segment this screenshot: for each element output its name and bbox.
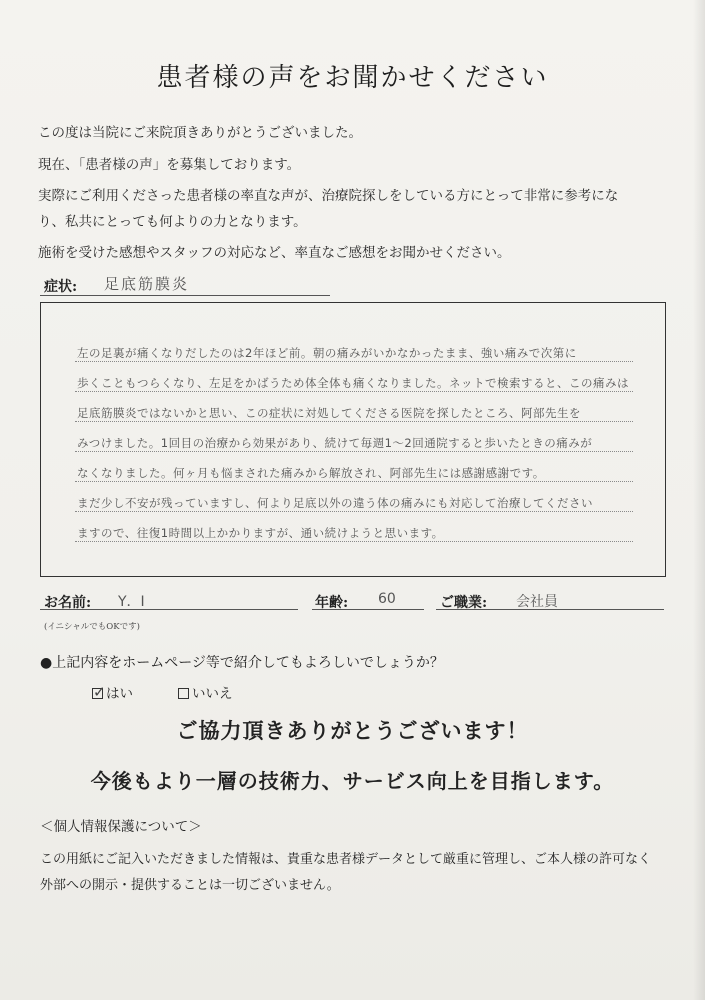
- initials-note: (イニシャルでもOKです): [44, 622, 140, 632]
- name-label: お名前:: [44, 595, 92, 611]
- age-underline: [312, 609, 424, 610]
- thanks-message: ご協力頂きありがとうございます！: [176, 718, 529, 743]
- name-value[interactable]: Y．I: [118, 594, 145, 610]
- occupation-value[interactable]: 会社員: [516, 594, 558, 610]
- intro-line-2: 現在、「患者様の声」を募集しております。: [38, 157, 301, 173]
- comment-rule: [75, 361, 633, 362]
- intro-line-1: この度は当院にご来院頂きありがとうございました。: [38, 125, 362, 141]
- page-title: 患者様の声をお聞かせください: [156, 63, 549, 93]
- comment-text-line: なくなりました。何ヶ月も悩まされた痛みから解放され、阿部先生には感謝感謝です。: [77, 466, 545, 480]
- paper-edge-shadow: [693, 0, 705, 1000]
- occupation-underline: [436, 609, 664, 610]
- age-label: 年齢:: [315, 595, 349, 611]
- option-no-label: いいえ: [192, 686, 233, 702]
- name-underline: [40, 609, 298, 610]
- intro-line-3: 実際にご利用くださった患者様の率直な声が、治療院探しをしている方にとって非常に参考にな: [38, 188, 619, 204]
- symptom-underline: [40, 295, 330, 296]
- privacy-heading: ＜個人情報保護について＞: [40, 819, 202, 835]
- privacy-text-line-1: この用紙にご記入いただきました情報は、貴重な患者様データとして厳重に管理し、ご本人様の許可なく: [40, 852, 652, 867]
- comment-text-line: みつけました。1回目の治療から効果があり、続けて毎週1〜2回通院すると歩いたときの痛みが: [77, 436, 593, 450]
- option-no[interactable]: [178, 682, 233, 702]
- checkbox-no[interactable]: [178, 688, 189, 699]
- comment-text-line: 歩くこともつらくなり、左足をかばうため体全体も痛くなりました。ネットで検索すると、この痛みは: [77, 376, 629, 390]
- comment-rule: [75, 421, 633, 422]
- comment-rule: [75, 541, 633, 542]
- intro-line-5: 施術を受けた感想やスタッフの対応など、率直なご感想をお聞かせください。: [38, 245, 511, 261]
- comment-text-line: 足底筋膜炎ではないかと思い、この症状に対処してくださる医院を探したところ、阿部先生を: [77, 406, 581, 420]
- comment-text-line: ますので、往復1時間以上かかりますが、通い続けようと思います。: [77, 526, 444, 540]
- option-yes-label: はい: [106, 686, 133, 702]
- checkbox-yes[interactable]: [92, 683, 106, 701]
- comment-rule: [75, 481, 633, 482]
- age-value[interactable]: 60: [378, 591, 396, 607]
- comment-rule: [75, 511, 633, 512]
- intro-line-4: り、私共にとっても何よりの力となります。: [38, 214, 307, 230]
- check-mark-icon: ✓: [93, 683, 106, 701]
- goal-message: 今後もより一層の技術力、サービス向上を目指します。: [90, 769, 615, 793]
- comment-rule: [75, 391, 633, 392]
- comment-box[interactable]: [40, 302, 666, 577]
- symptom-value[interactable]: 足底筋膜炎: [104, 275, 190, 293]
- comment-text-line: まだ少し不安が残っていますし、何より足底以外の違う体の痛みにも対応して治療してください: [77, 496, 593, 510]
- publish-question: ●上記内容をホームページ等で紹介してもよろしいでしょうか？: [40, 655, 444, 671]
- comment-text-line: 左の足裏が痛くなりだしたのは2年ほど前。朝の痛みがいかなかったまま、強い痛みで次第に: [77, 346, 577, 360]
- option-yes[interactable]: [92, 682, 133, 702]
- symptom-label: 症状:: [44, 279, 78, 295]
- comment-rule: [75, 451, 633, 452]
- occupation-label: ご職業:: [440, 595, 488, 611]
- privacy-text-line-2: 外部への開示・提供することは一切ございません。: [40, 878, 340, 893]
